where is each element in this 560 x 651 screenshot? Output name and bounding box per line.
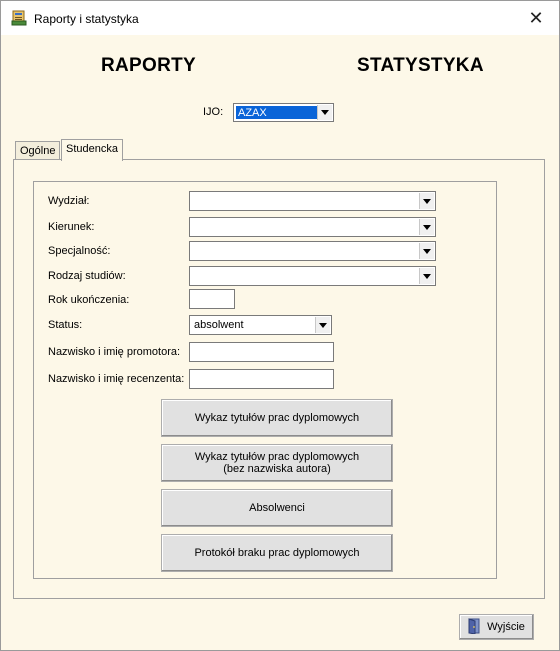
ijo-select-value: AZAX [236, 106, 317, 119]
kierunek-select[interactable] [189, 217, 436, 237]
rodzaj-studiow-label: Rodzaj studiów: [48, 270, 126, 282]
absolwenci-button[interactable] [161, 489, 393, 527]
wykaz-bez-autora-line2: (bez nazwiska autora) [223, 463, 331, 475]
chevron-down-icon[interactable] [419, 268, 434, 284]
specjalnosc-select-value [192, 244, 419, 258]
absolwenci-label: Absolwenci [249, 502, 305, 514]
protokol-braku-label: Protokół braku prac dyplomowych [194, 547, 360, 559]
wykaz-tytulow-bez-autora-button[interactable] [161, 444, 393, 482]
tab-ogolne[interactable]: Ogólne [15, 141, 60, 161]
window-title: Raporty i statystyka [34, 12, 139, 26]
wydzial-label: Wydział: [48, 195, 90, 207]
raporty-heading: RAPORTY [101, 55, 196, 76]
statystyka-heading: STATYSTYKA [357, 55, 484, 76]
exit-label: Wyjście [487, 621, 525, 633]
report-app-icon [11, 10, 27, 26]
wykaz-bez-autora-line1: Wykaz tytułów prac dyplomowych [194, 451, 360, 463]
wykaz-tytulow-button[interactable] [161, 399, 393, 437]
kierunek-label: Kierunek: [48, 221, 95, 233]
exit-door-icon [468, 618, 482, 637]
rodzaj-studiow-select[interactable] [189, 266, 436, 286]
recenzent-input[interactable] [189, 369, 334, 389]
exit-button[interactable] [459, 614, 534, 640]
title-bar [1, 1, 559, 35]
chevron-down-icon[interactable] [419, 219, 434, 235]
chevron-down-icon[interactable] [419, 243, 434, 259]
ijo-select[interactable] [233, 103, 334, 122]
kierunek-select-value [192, 220, 419, 234]
ijo-label: IJO: [203, 106, 224, 118]
rodzaj-studiow-select-value [192, 269, 419, 283]
specjalnosc-label: Specjalność: [48, 245, 111, 257]
close-button[interactable]: ✕ [528, 8, 544, 28]
protokol-braku-button[interactable] [161, 534, 393, 572]
tab-studencka[interactable]: Studencka [61, 139, 123, 161]
wydzial-select[interactable] [189, 191, 436, 211]
rok-ukonczenia-input[interactable] [189, 289, 235, 309]
promotor-input[interactable] [189, 342, 334, 362]
chevron-down-icon[interactable] [315, 317, 330, 333]
status-label: Status: [48, 319, 83, 331]
chevron-down-icon[interactable] [317, 105, 332, 120]
specjalnosc-select[interactable] [189, 241, 436, 261]
promotor-label: Nazwisko i imię promotora: [48, 346, 181, 358]
status-select[interactable] [189, 315, 332, 335]
wykaz-tytulow-label: Wykaz tytułów prac dyplomowych [194, 412, 360, 424]
status-select-value: absolwent [194, 319, 244, 331]
recenzent-label: Nazwisko i imię recenzenta: [48, 373, 185, 385]
rok-ukonczenia-label: Rok ukończenia: [48, 294, 130, 306]
chevron-down-icon[interactable] [419, 193, 434, 209]
wydzial-select-value [192, 194, 419, 208]
